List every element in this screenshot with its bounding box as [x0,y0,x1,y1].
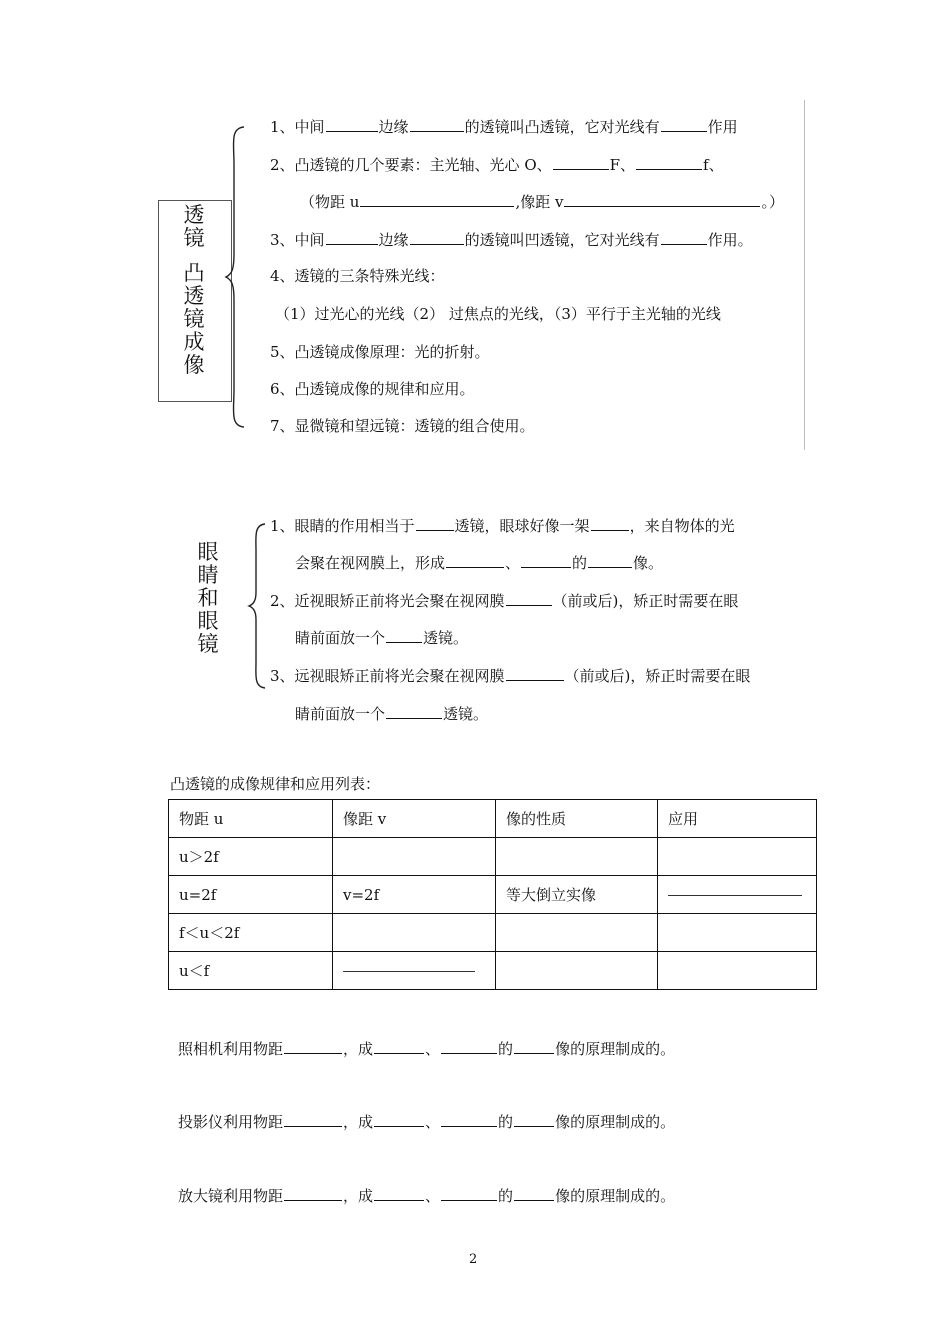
blank-field[interactable] [441,1112,497,1127]
lens-item-5: 5、凸透镜成像原理：光的折射。 [270,343,490,361]
lens-item-4-sub: （1）过光心的光线（2） 过焦点的光线，（3）平行于主光轴的光线 [275,305,721,323]
table-cell[interactable] [658,952,817,990]
blank-field[interactable] [441,1039,497,1054]
blank-field[interactable] [591,516,629,531]
camera-line: 照相机利用物距 ，成 、 的 像的原理制成的。 [178,1040,676,1058]
page-number: 2 [469,1252,478,1267]
table-row [169,838,817,876]
table-cell: u＞2f [169,838,333,876]
lens-item-1: 1、中间 边缘 的透镜叫凸透镜，它对光线有 作用 [270,118,738,136]
blank-field[interactable] [553,155,609,170]
blank-field[interactable] [446,553,504,568]
blank-field[interactable] [416,516,454,531]
table-row [169,914,817,952]
blank-field[interactable] [636,155,702,170]
blank-field[interactable] [410,117,464,132]
table-cell[interactable] [496,838,658,876]
lens-item-6: 6、凸透镜成像的规律和应用。 [270,380,475,398]
table-row [169,876,817,914]
blank-field[interactable] [284,1186,342,1201]
lens-item-3: 3、中间 边缘 的透镜叫凹透镜，它对光线有 作用。 [270,231,753,249]
imaging-rules-table [168,799,817,990]
table-cell[interactable] [333,914,496,952]
table-cell[interactable] [333,838,496,876]
table-cell: 等大倒立实像 [496,876,658,914]
projector-line: 投影仪利用物距 ，成 、 的 像的原理制成的。 [178,1113,676,1131]
table-cell-dash [333,952,496,990]
magnifier-line: 放大镜利用物距 ，成 、 的 像的原理制成的。 [178,1187,676,1205]
eye-item-3-sub: 睛前面放一个 透镜。 [295,705,489,723]
table-caption: 凸透镜的成像规律和应用列表： [170,775,381,793]
blank-field[interactable] [506,666,564,681]
table-header: 物距 u [169,800,333,838]
eye-item-3: 3、远视眼矫正前将光会聚在视网膜 （前或后)，矫正时需要在眼 [270,667,751,685]
table-cell: f＜u＜2f [169,914,333,952]
blank-field[interactable] [326,230,378,245]
eye-item-1: 1、眼睛的作用相当于 透镜，眼球好像一架 ，来自物体的光 [270,517,735,535]
blank-field[interactable] [326,117,378,132]
blank-field[interactable] [284,1112,342,1127]
right-rule [804,100,805,450]
blank-field[interactable] [374,1039,424,1054]
blank-field[interactable] [374,1186,424,1201]
table-cell[interactable] [658,838,817,876]
blank-field[interactable] [521,553,571,568]
blank-field[interactable] [441,1186,497,1201]
lens-item-2-sub: （物距 u ,像距 v 。） [300,193,784,211]
lens-item-7: 7、显微镜和望远镜：透镜的组合使用。 [270,417,535,435]
table-header: 应用 [658,800,817,838]
table-header: 像的性质 [496,800,658,838]
eye-item-2: 2、近视眼矫正前将光会聚在视网膜 （前或后)，矫正时需要在眼 [270,592,739,610]
table-cell[interactable] [658,914,817,952]
blank-field[interactable] [386,704,442,719]
blank-field[interactable] [360,192,514,207]
brace-icon [222,124,252,430]
blank-field[interactable] [284,1039,342,1054]
table-cell: u＜f [169,952,333,990]
lens-item-2: 2、凸透镜的几个要素：主光轴、光心 O、 F、 f、 [270,156,724,174]
blank-field[interactable] [514,1039,554,1054]
blank-field[interactable] [514,1112,554,1127]
table-cell: v=2f [333,876,496,914]
table-cell: u=2f [169,876,333,914]
blank-field[interactable] [410,230,464,245]
blank-field[interactable] [506,591,552,606]
blank-field[interactable] [661,230,707,245]
blank-field[interactable] [514,1186,554,1201]
table-cell[interactable] [496,952,658,990]
table-cell[interactable] [496,914,658,952]
lens-item-4: 4、透镜的三条特殊光线： [270,267,445,285]
table-header: 像距 v [333,800,496,838]
table-cell-dash [658,876,817,914]
table-header-row [169,800,817,838]
eye-item-1-sub: 会聚在视网膜上，形成 、 的 像。 [295,554,664,572]
eye-item-2-sub: 睛前面放一个 透镜。 [295,629,469,647]
blank-field[interactable] [386,628,422,643]
blank-field[interactable] [661,117,707,132]
table-row [169,952,817,990]
blank-field[interactable] [564,192,760,207]
brace-icon [245,522,269,690]
blank-field[interactable] [588,553,632,568]
section-title-lens: 透 镜 凸 透 镜 成 像 [183,203,205,377]
blank-field[interactable] [374,1112,424,1127]
section-title-eye: 眼 睛 和 眼 镜 [197,540,219,656]
